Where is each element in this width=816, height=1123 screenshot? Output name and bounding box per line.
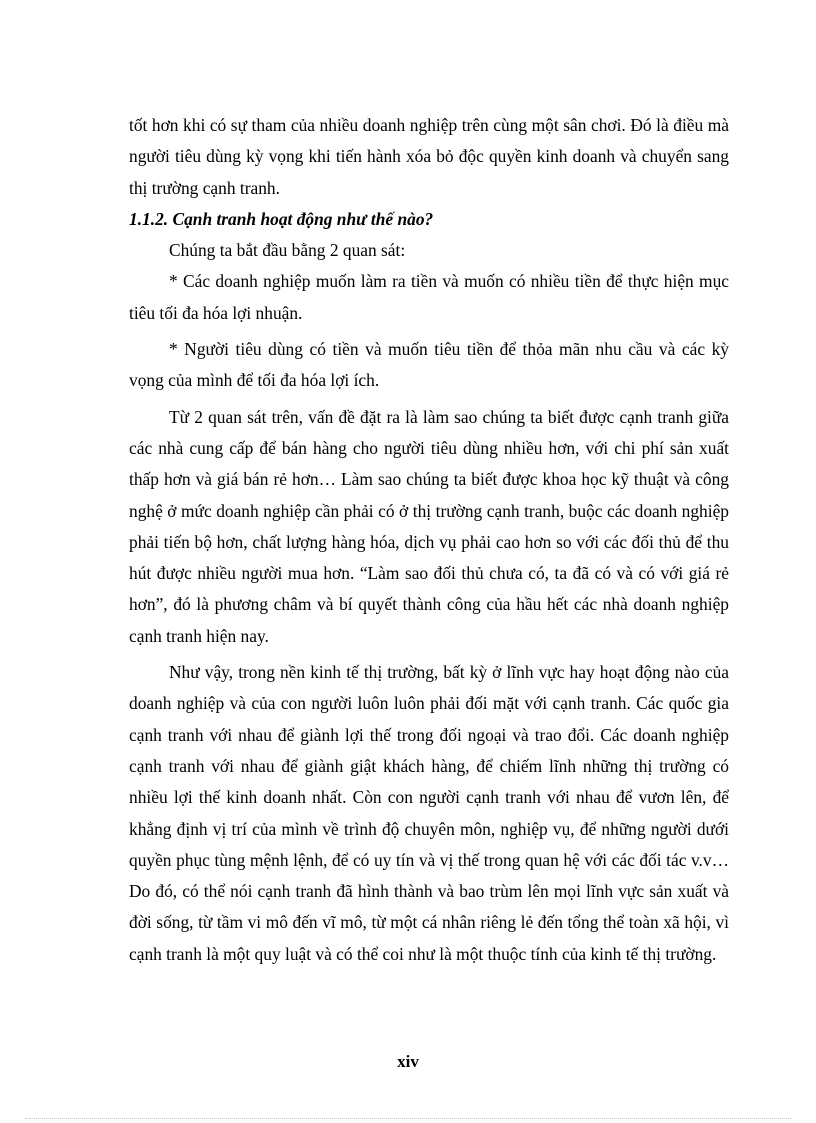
page-bottom-divider bbox=[25, 1118, 791, 1119]
paragraph-conclusion: Như vậy, trong nền kinh tế thị trường, bất kỳ ở lĩnh vực hay hoạt động nào của doanh nghiệp và của con người luôn luôn phải đối mặt với cạnh tranh. Các quốc gia cạnh tranh với nhau để giành lợi thế trong đối ngoại và trao đổi. Các doanh nghiệp cạnh tranh với nhau để giành giật khách hàng, để chiếm lĩnh những thị trường có nhiều lợi thế kinh doanh nhất. Còn con người cạnh tranh với nhau để vươn lên, để khẳng định vị trí của mình về trình độ chuyên môn, nghiệp vụ, để những người dưới quyền phục tùng mệnh lệnh, để có uy tín và vị thế trong quan hệ với các đối tác v.v… Do đó, có thể nói cạnh tranh đã hình thành và bao trùm lên mọi lĩnh vực sản xuất và đời sống, từ tầm vi mô đến vĩ mô, từ một cá nhân riêng lẻ đến tổng thể toàn xã hội, vì cạnh tranh là một quy luật và có thể coi như là một thuộc tính của kinh tế thị trường. bbox=[129, 662, 729, 964]
paragraph-continuation: tốt hơn khi có sự tham của nhiều doanh nghiệp trên cùng một sân chơi. Đó là điều mà người tiêu dùng kỳ vọng khi tiến hành xóa bỏ độc quyền kinh doanh và chuyển sang thị trường cạnh tranh. bbox=[129, 115, 729, 198]
paragraph-observation-1: * Các doanh nghiệp muốn làm ra tiền và muốn có nhiều tiền để thực hiện mục tiêu tối đa hóa lợi nhuận. bbox=[129, 271, 729, 323]
section-heading: 1.1.2. Cạnh tranh hoạt động như thế nào? bbox=[129, 208, 434, 229]
body-text bbox=[129, 110, 729, 970]
page-number: xiv bbox=[397, 1052, 419, 1071]
paragraph-observation-2: * Người tiêu dùng có tiền và muốn tiêu tiền để thỏa mãn nhu cầu và các kỳ vọng của mình để tối đa hóa lợi ích. bbox=[129, 339, 729, 391]
paragraph-analysis: Từ 2 quan sát trên, vấn đề đặt ra là làm sao chúng ta biết được cạnh tranh giữa các nhà cung cấp để bán hàng cho người tiêu dùng nhiều hơn, với chi phí sản xuất thấp hơn và giá bán rẻ hơn… Làm sao chúng ta biết được khoa học kỹ thuật và công nghệ ở mức doanh nghiệp cần phải có ở thị trường cạnh tranh, buộc các doanh nghiệp phải tiến bộ hơn, chất lượng hàng hóa, dịch vụ phải cao hơn so với các đối thủ để thu hút được nhiều người mua hơn. “Làm sao đối thủ chưa có, ta đã có và có với giá rẻ hơn”, đó là phương châm và bí quyết thành công của hầu hết các nhà doanh nghiệp cạnh tranh hiện nay. bbox=[129, 406, 729, 646]
paragraph-intro: Chúng ta bắt đầu bằng 2 quan sát: bbox=[169, 240, 406, 261]
